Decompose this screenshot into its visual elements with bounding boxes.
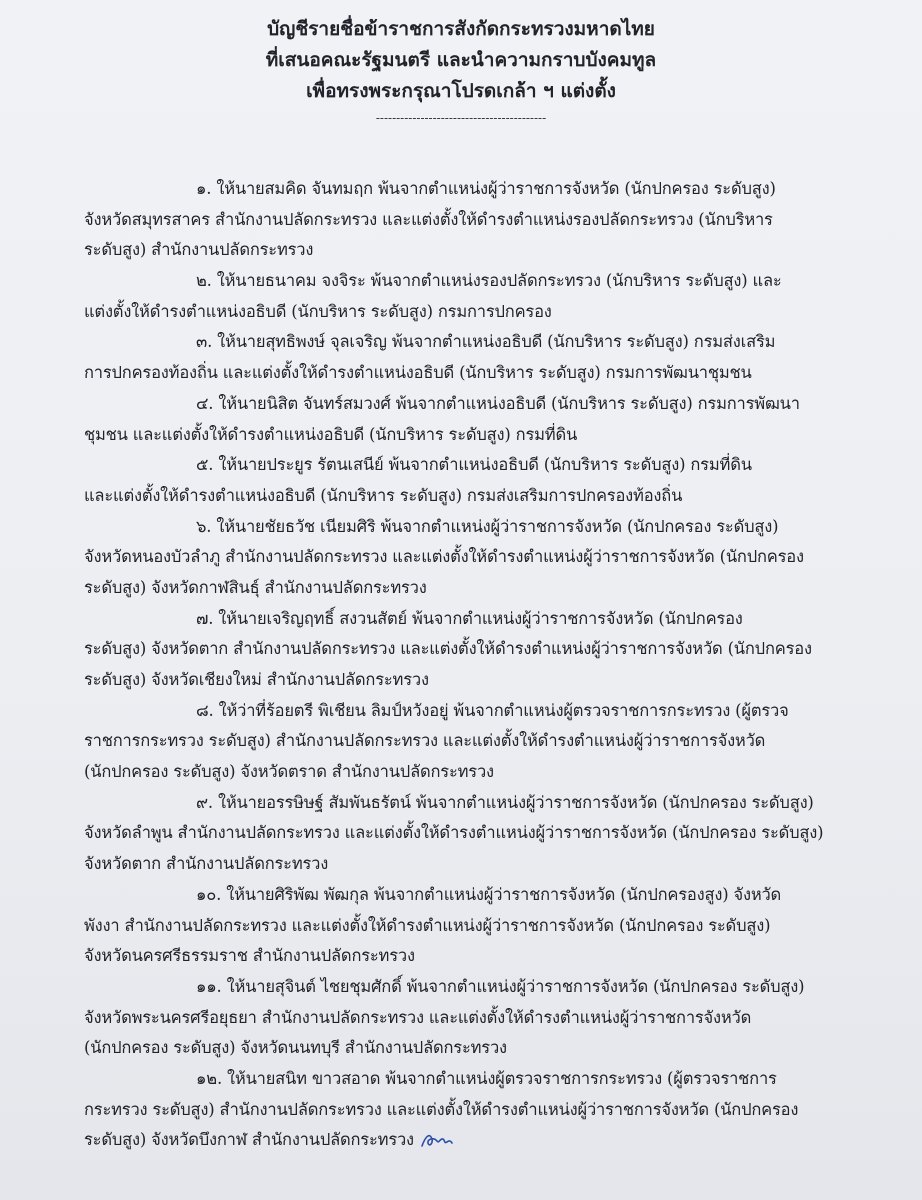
item-line-last bbox=[84, 1125, 836, 1156]
item-line: ระดับสูง) จังหวัดกาฬสินธุ์ สำนักงานปลัดกระทรวง bbox=[84, 577, 427, 597]
appointment-item-10 bbox=[84, 880, 836, 972]
appointment-item-7 bbox=[84, 604, 836, 696]
appointment-item-4 bbox=[84, 389, 836, 450]
item-line: ๓. ให้นายสุทธิพงษ์ จุลเจริญ พ้นจากตำแหน่งอธิบดี (นักบริหาร ระดับสูง) กรมส่งเสริม bbox=[196, 332, 776, 352]
item-line: ๖. ให้นายชัยธวัช เนียมศิริ พ้นจากตำแหน่งผู้ว่าราชการจังหวัด (นักปกครอง ระดับสูง) bbox=[196, 516, 779, 536]
item-line-text: ระดับสูง) จังหวัดบึงกาฬ สำนักงานปลัดกระทรวง bbox=[84, 1130, 414, 1150]
header-divider: ------------------------------------------ bbox=[375, 111, 547, 125]
title-line-1: บัญชีรายชื่อข้าราชการสังกัดกระทรวงมหาดไทย bbox=[267, 18, 655, 40]
appointment-item-3 bbox=[84, 327, 836, 388]
item-line: (นักปกครอง ระดับสูง) จังหวัดนนทบุรี สำนักงานปลัดกระทรวง bbox=[84, 1038, 507, 1058]
item-line: ระดับสูง) สำนักงานปลัดกระทรวง bbox=[84, 240, 314, 260]
appointment-item-5 bbox=[84, 450, 836, 511]
appointment-item-9 bbox=[84, 788, 836, 880]
item-line: ๕. ให้นายประยูร รัตนเสนีย์ พ้นจากตำแหน่งอธิบดี (นักบริหาร ระดับสูง) กรมที่ดิน bbox=[196, 455, 752, 475]
item-line: จังหวัดสมุทรสาคร สำนักงานปลัดกระทรวง และแต่งตั้งให้ดำรงตำแหน่งรองปลัดกระทรวง (นักบริหาร bbox=[84, 209, 773, 229]
item-line: ๑๐. ให้นายศิริพัฒ พัฒกุล พ้นจากตำแหน่งผู้ว่าราชการจังหวัด (นักปกครองสูง) จังหวัด bbox=[196, 884, 782, 904]
item-line: (นักปกครอง ระดับสูง) จังหวัดตราด สำนักงานปลัดกระทรวง bbox=[84, 762, 494, 782]
item-line: ๔. ให้นายนิสิต จันทร์สมวงศ์ พ้นจากตำแหน่งอธิบดี (นักบริหาร ระดับสูง) กรมการพัฒนา bbox=[196, 393, 800, 413]
item-line: ๙. ให้นายอรรษิษฐ์ สัมพันธรัตน์ พ้นจากตำแหน่งผู้ว่าราชการจังหวัด (นักปกครอง ระดับสูง) bbox=[196, 792, 814, 812]
item-line: จังหวัดตาก สำนักงานปลัดกระทรวง bbox=[84, 854, 329, 874]
appointment-item-6 bbox=[84, 512, 836, 604]
item-line: ๗. ให้นายเจริญฤทธิ์ สงวนสัตย์ พ้นจากตำแหน่งผู้ว่าราชการจังหวัด (นักปกครอง bbox=[196, 608, 743, 628]
item-line: ๑๑. ให้นายสุจินต์ ไชยชุมศักดิ์ พ้นจากตำแหน่งผู้ว่าราชการจังหวัด (นักปกครอง ระดับสูง) bbox=[196, 976, 805, 996]
signature-initials bbox=[420, 1129, 454, 1162]
item-line: จังหวัดพระนครศรีอยุธยา สำนักงานปลัดกระทรวง และแต่งตั้งให้ดำรงตำแหน่งผู้ว่าราชการจังหวัด bbox=[84, 1007, 752, 1027]
appointment-item-1 bbox=[84, 174, 836, 266]
item-line: การปกครองท้องถิ่น และแต่งตั้งให้ดำรงตำแหน่งอธิบดี (นักบริหาร ระดับสูง) กรมการพัฒนาชุมชน bbox=[84, 363, 752, 383]
appointment-list bbox=[84, 174, 836, 1156]
item-line: ระดับสูง) จังหวัดตาก สำนักงานปลัดกระทรวง และแต่งตั้งให้ดำรงตำแหน่งผู้ว่าราชการจังหวัด (นักปกครอง bbox=[84, 639, 812, 659]
item-line: จังหวัดหนองบัวลำภู สำนักงานปลัดกระทรวง และแต่งตั้งให้ดำรงตำแหน่งผู้ว่าราชการจังหวัด (นักปกครอง bbox=[84, 547, 804, 567]
document-header bbox=[0, 14, 922, 127]
appointment-item-2 bbox=[84, 266, 836, 327]
appointment-item-12 bbox=[84, 1064, 836, 1156]
item-line: จังหวัดนครศรีธรรมราช สำนักงานปลัดกระทรวง bbox=[84, 946, 415, 966]
item-line: จังหวัดลำพูน สำนักงานปลัดกระทรวง และแต่งตั้งให้ดำรงตำแหน่งผู้ว่าราชการจังหวัด (นักปกครอง ระดับสูง) bbox=[84, 823, 824, 843]
item-line: ๒. ให้นายธนาคม จงจิระ พ้นจากตำแหน่งรองปลัดกระทรวง (นักบริหาร ระดับสูง) และ bbox=[196, 271, 782, 291]
item-line: ๑. ให้นายสมคิด จันทมฤก พ้นจากตำแหน่งผู้ว่าราชการจังหวัด (นักปกครอง ระดับสูง) bbox=[196, 179, 776, 198]
item-line: แต่งตั้งให้ดำรงตำแหน่งอธิบดี (นักบริหาร ระดับสูง) กรมการปกครอง bbox=[84, 301, 552, 321]
item-line: ๑๒. ให้นายสนิท ขาวสอาด พ้นจากตำแหน่งผู้ตรวจราชการกระทรวง (ผู้ตรวจราชการ bbox=[196, 1068, 777, 1088]
appointment-item-11 bbox=[84, 972, 836, 1064]
item-line: ชุมชน และแต่งตั้งให้ดำรงตำแหน่งอธิบดี (นักบริหาร ระดับสูง) กรมที่ดิน bbox=[84, 424, 578, 444]
title-line-3: เพื่อทรงพระกรุณาโปรดเกล้า ฯ แต่งตั้ง bbox=[306, 80, 616, 102]
item-line: ระดับสูง) จังหวัดเชียงใหม่ สำนักงานปลัดกระทรวง bbox=[84, 670, 429, 689]
appointment-item-8 bbox=[84, 696, 836, 788]
item-line: ๘. ให้ว่าที่ร้อยตรี พิเชียน ลิมป์หวังอยู่ พ้นจากตำแหน่งผู้ตรวจราชการกระทรวง (ผู้ตรวจ bbox=[196, 700, 789, 720]
item-line: พังงา สำนักงานปลัดกระทรวง และแต่งตั้งให้ดำรงตำแหน่งผู้ว่าราชการจังหวัด (นักปกครอง ระดับสูง) bbox=[84, 915, 771, 935]
item-line: ราชการกระทรวง ระดับสูง) สำนักงานปลัดกระทรวง และแต่งตั้งให้ดำรงตำแหน่งผู้ว่าราชการจังหวัด bbox=[84, 731, 766, 751]
item-line: และแต่งตั้งให้ดำรงตำแหน่งอธิบดี (นักบริหาร ระดับสูง) กรมส่งเสริมการปกครองท้องถิ่น bbox=[84, 485, 683, 505]
item-line: กระทรวง ระดับสูง) สำนักงานปลัดกระทรวง และแต่งตั้งให้ดำรงตำแหน่งผู้ว่าราชการจังหวัด (นักปกครอง bbox=[84, 1099, 799, 1119]
title-line-2: ที่เสนอคณะรัฐมนตรี และนำความกราบบังคมทูล bbox=[265, 49, 657, 71]
